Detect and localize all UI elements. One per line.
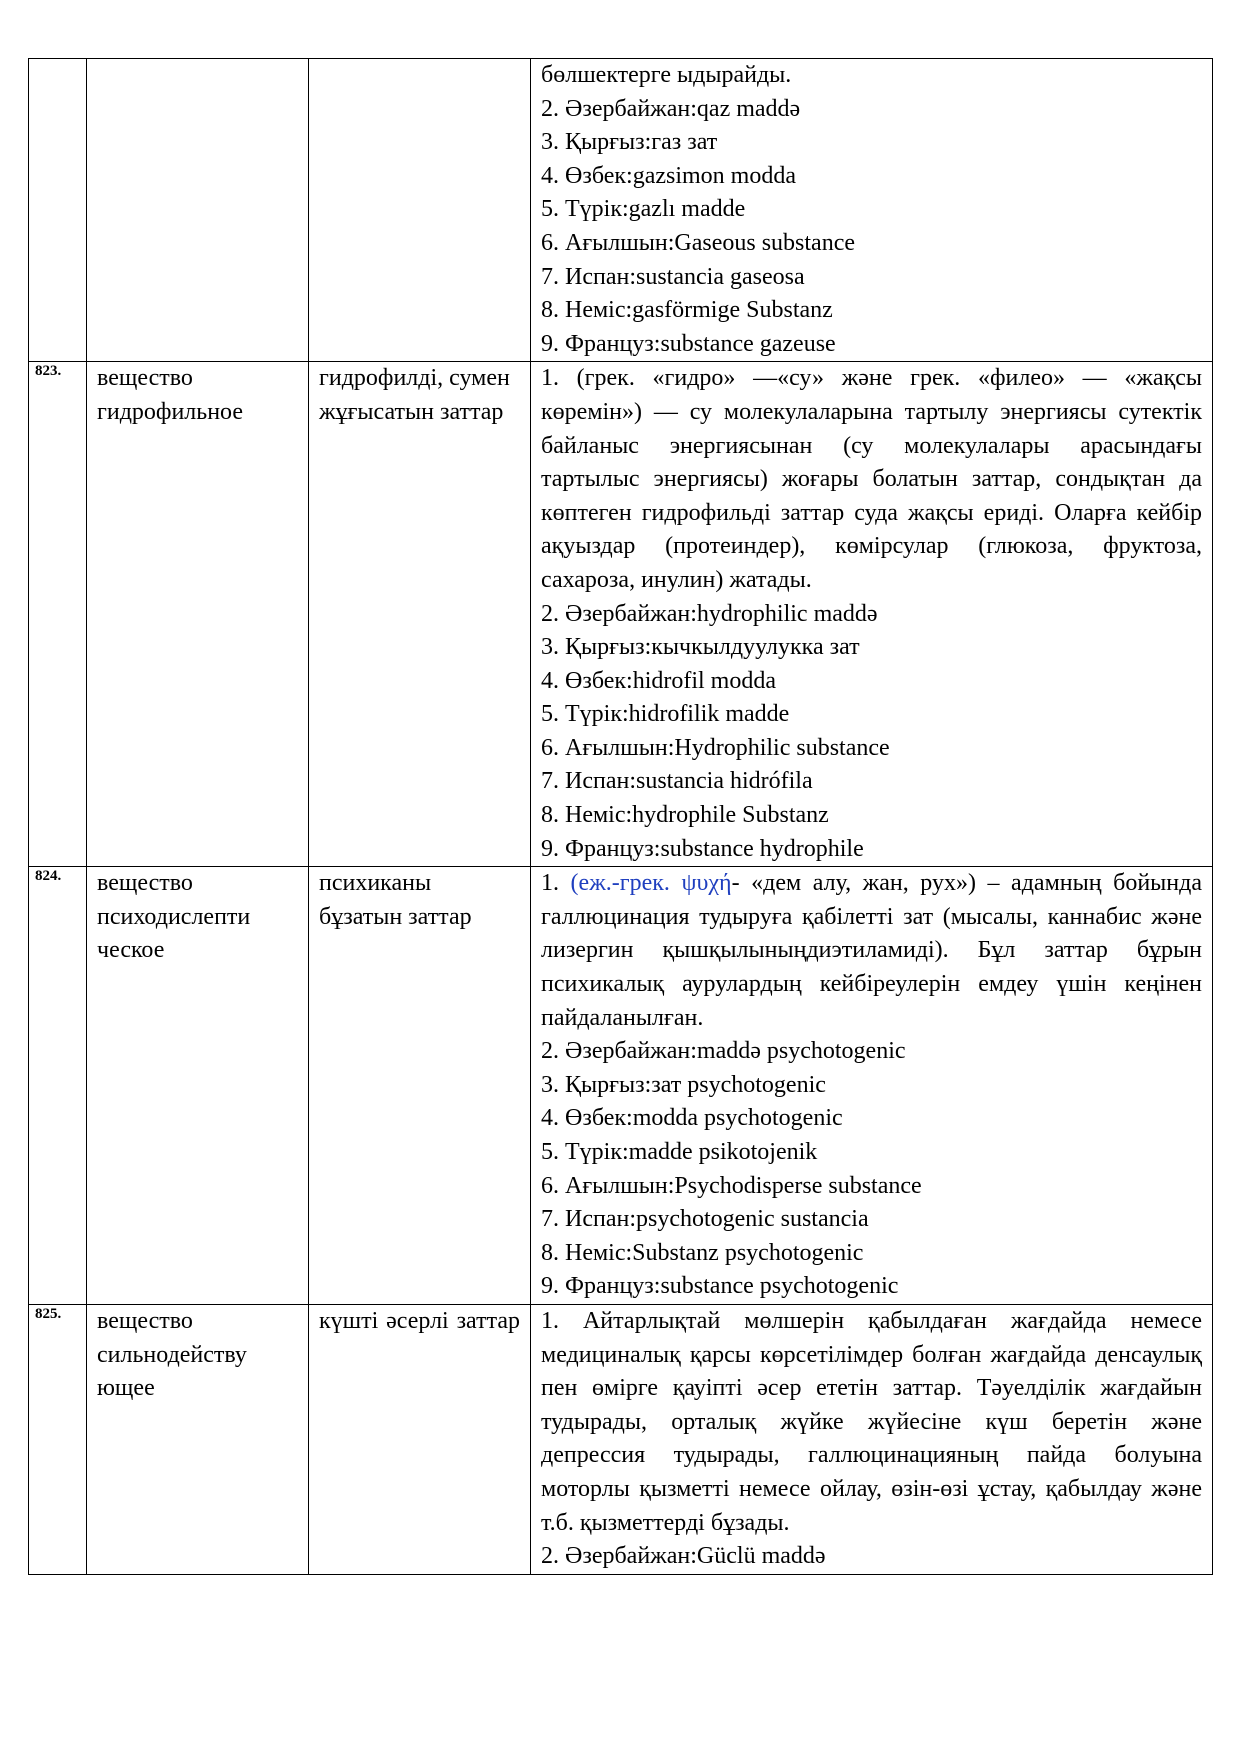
kazakh-term xyxy=(309,59,531,362)
russian-term: вещество психодислепти ческое xyxy=(87,867,309,1305)
kazakh-term: психиканы бұзатын заттар xyxy=(309,867,531,1305)
definition-text: бөлшектерге ыдырайды. xyxy=(541,62,792,88)
glossary-table xyxy=(28,58,1213,1575)
translation-line: 6. Ағылшын:Psychodisperse substance xyxy=(541,1172,922,1199)
kazakh-term: гидрофилді, сумен жұғысатын заттар xyxy=(309,362,531,867)
entry-number: 825. xyxy=(29,1304,87,1574)
translation-line: 4. Өзбек:hidrofil modda xyxy=(541,667,776,694)
translation-line: 3. Қырғыз:зат psychotogenic xyxy=(541,1071,826,1098)
translation-line: 9. Француз:substance hydrophile xyxy=(541,835,864,862)
translation-line: 2. Әзербайжан:maddə psychotogenic xyxy=(541,1038,906,1065)
translation-line: 5. Түрік:gazlı madde xyxy=(541,196,746,223)
entry-number: 824. xyxy=(29,867,87,1305)
translation-line: 2. Әзербайжан:Güclü maddə xyxy=(541,1543,826,1570)
definition-cell xyxy=(531,867,1213,1305)
definition-text: 1. Айтарлықтай мөлшерін қабылдаған жағдайда немесе медициналық қарсы көрсетілімдер болған жағдайда денсаулық пен өмірге қауіпті әсер ететін заттар. Тәуелділік жағдайын тудырады, орталық жүйке жүйесіне күш беретін және депрессия тудырады, галлюцинацияның пайда болуына моторлы қызметті немесе ойлау, өзін-өзі ұстау, қабылдау және т.б. қызметтерді бұзады. xyxy=(541,1307,1202,1536)
table-row xyxy=(29,362,1213,867)
definition-body: - «дем алу, жан, рух») – адамның бойында галлюцинация тудыруға қабілетті зат (мысалы, каннабис және лизергин қышқылыныңдиэтиламиді). Бұл заттар бұрын психикалық аурулардың кейбіреулерін емдеу үшін кеңінен пайдаланылған. xyxy=(541,870,1203,1031)
translation-line: 8. Неміс:hydrophile Substanz xyxy=(541,802,829,829)
definition-prefix: 1. xyxy=(541,870,571,897)
definition-text: 1. (грек. «гидро» —«су» және грек. «филео» — «жақсы көремін») — су молекулаларына тартылу энергиясы сутектік байланыс энергиясынан (су молекулалары арасындағы тартылыс энергиясы) жоғары болатын заттар, сондықтан да көптеген гидрофильді заттар суда жақсы ериді. Оларға кейбір ақуыздар (протеиндер), көмірсулар (глюкоза, фруктоза, сахароза, инулин) жатады. xyxy=(541,365,1202,593)
table-row xyxy=(29,59,1213,362)
translation-line: 9. Француз:substance psychotogenic xyxy=(541,1273,899,1300)
table-row xyxy=(29,867,1213,1305)
definition-cell xyxy=(531,362,1213,867)
translation-line: 2. Әзербайжан:qaz maddə xyxy=(541,95,801,122)
russian-term: вещество сильнодейству ющее xyxy=(87,1304,309,1574)
translation-line: 5. Түрік:hidrofilik madde xyxy=(541,701,790,728)
russian-term: вещество гидрофильное xyxy=(87,362,309,867)
translation-line: 9. Француз:substance gazeuse xyxy=(541,330,836,357)
translation-line: 3. Қырғыз:кычкылдуулукка зат xyxy=(541,634,860,661)
translation-line: 6. Ағылшын:Hydrophilic substance xyxy=(541,734,890,761)
translation-line: 3. Қырғыз:газ зат xyxy=(541,129,718,156)
document-page xyxy=(28,58,1212,1575)
translation-line: 5. Түрік:madde psikotojenik xyxy=(541,1139,818,1165)
kazakh-term-text: күшті әсерлі заттар xyxy=(319,1307,520,1334)
table-row xyxy=(29,1304,1213,1574)
russian-term xyxy=(87,59,309,362)
kazakh-term xyxy=(309,1304,531,1574)
translation-line: 4. Өзбек:modda psychotogenic xyxy=(541,1105,843,1132)
entry-number: 823. xyxy=(29,362,87,867)
translation-line: 7. Испан:sustancia gaseosa xyxy=(541,263,805,290)
translation-line: 4. Өзбек:gazsimon modda xyxy=(541,162,796,189)
definition-cell xyxy=(531,1304,1213,1574)
etymology-text: (еж.-грек. ψυχή xyxy=(570,870,732,897)
translation-line: 7. Испан:sustancia hidrófila xyxy=(541,768,813,795)
translation-line: 8. Неміс:Substanz psychotogenic xyxy=(541,1239,864,1266)
translation-line: 8. Неміс:gasförmige Substanz xyxy=(541,297,833,324)
definition-text xyxy=(541,867,1202,1035)
entry-number xyxy=(29,59,87,362)
translation-line: 6. Ағылшын:Gaseous substance xyxy=(541,229,856,256)
translation-line: 2. Әзербайжан:hydrophilic maddə xyxy=(541,600,878,627)
translation-line: 7. Испан:psychotogenic sustancia xyxy=(541,1206,869,1233)
definition-cell xyxy=(531,59,1213,362)
